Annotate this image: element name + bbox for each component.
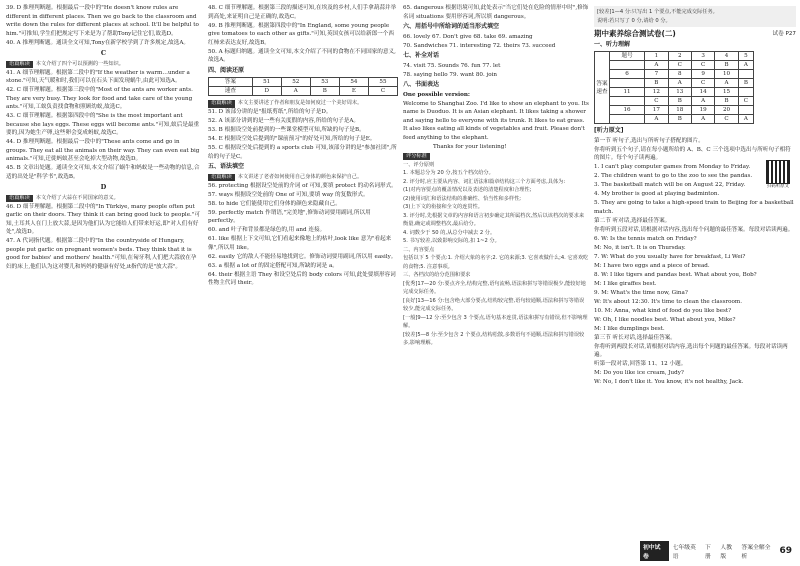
table-cell: A (668, 79, 691, 88)
answer-46: 46. D 细节理解题。根据第二段中的"In Türkiye, many people often put garlic on their doors. They think it can bring good luck to people."可知,土耳其人在门上放大蒜,是因为他们认为它能给人们带来好运,即"对人们有好处",故选D。 (6, 203, 200, 235)
possible-version-label: One possible version: (403, 91, 470, 98)
answer-54: 54. E 根据设空处后提到的"课前预习"的好处可知,所给的句子是E。 (208, 136, 376, 142)
table-cell: 15 (715, 88, 738, 97)
script-line: 第二节 听对话,选择最佳答案。 (594, 217, 671, 224)
table-cell: A (645, 61, 668, 70)
answer-51: 51. D 该部分讲的是"报纸剪纸",所给的句子是D。 (208, 109, 332, 115)
column-2 (208, 4, 398, 288)
answer-64: 64. their 根据主语 They 和设空处后的 body colors 可知,此处要填形容词性物主代词 their。 (208, 271, 396, 286)
table-row (595, 70, 754, 79)
table-cell: C (715, 115, 738, 124)
answer-52: 52. A 该部分讲到的是一些有关度假的内容,所给的句子是A。 (208, 118, 359, 124)
script-line: 听第一段对话,回答第 11、12 小题。 (594, 361, 687, 367)
grading-rule: 4. 词数少于 50 的,从总分中减去 2 分。 (403, 229, 496, 236)
reading-tag: 语篇解读 (6, 61, 33, 69)
table-cell: 11 (610, 88, 645, 97)
script-line: 你将听到五个句子,请在每小题所给的 A、B、C 三个选项中选出与所听句子相符的图片。每个句子读两遍。 (594, 146, 791, 161)
table-cell: C (368, 87, 397, 96)
section-4-summary: 语篇解读 本文主要讲述了作者和朋友是如何度过一个美好周末。 (208, 99, 398, 108)
script-line: W: No, I don't like it. You know, it's not healthy, Jack. (594, 379, 744, 385)
answer-50: 50. A 标题归纳题。通读全文可知,本文介绍了不同的食物在不同国家的意义,故选A。 (208, 48, 396, 63)
grading-rule: [良好]13—16 分:包含绝大部分要点,结构较完整,语句较通顺,语法和拼写等错误较少,能完成交际任务。 (403, 297, 585, 312)
script-line: M: I like dumplings best. (594, 325, 665, 332)
script-line: M: I have two eggs and a piece of bread. (594, 262, 710, 269)
answer-49: 49. B 推理判断题。根据第四段中的"In England, some young people give tomatoes to each other as gifts."可知,英国女孩可以给新郎一个西红柿来表达友好,故选B。 (208, 22, 394, 46)
script-line: 你将听到两段长对话,请根据对话内容,选出每个问题的最佳答案。每段对话读两遍。 (594, 343, 788, 358)
script-line: W: Oh, I like noodles best. What about you, Mike? (594, 316, 736, 323)
listening-script-title: [听力原文] (594, 127, 624, 134)
table-cell: C (645, 97, 668, 106)
grading-label (403, 152, 589, 161)
script-line: 9. M: What's the time now, Gina? (594, 289, 688, 296)
answer-59: 59. perfectly match 作谓语,"完美地",修饰动词要用副词,所以用 perfectly。 (208, 209, 371, 224)
grading-note-box (594, 6, 796, 27)
answers-74-77: 74. visit 75. Sounds 76. fun 77. let (403, 62, 501, 69)
answer-55: 55. C 根据设空处后提到的 a sports club 可知,该部分讲的是"参加社团",所给的句子是C。 (208, 145, 397, 160)
table-cell: 7 (645, 70, 668, 79)
paper-reference: 试卷 P27 (772, 31, 796, 37)
grading-rule: 2. 评分时,应主要从内容、词汇语法和篇章结构这三个方面考虑,具体为: (403, 178, 566, 185)
footer-edition: 人教版 (720, 545, 733, 560)
script-line: M: I like giraffes best. (594, 280, 657, 287)
script-line: 10. M: Anna, what kind of food do you like best? (594, 307, 732, 314)
table-cell: 5 (738, 52, 753, 61)
table-cell: 2 (668, 52, 691, 61)
table-side-label: 答案速查 (595, 52, 610, 124)
table-cell: 55 (368, 78, 397, 87)
footer-brand: 初中试卷 (640, 541, 669, 561)
table-row (595, 97, 754, 106)
footer-answers: 答案全解全析 (741, 545, 771, 560)
table-row (595, 52, 754, 61)
table-cell: 速查 (209, 87, 253, 96)
table-row (209, 78, 398, 87)
passage-d-summary: 语篇解读 本文介绍了大蒜在不同国家的意义。 (6, 194, 201, 203)
answer-42: 42. C 细节理解题。根据第三段中的"Most of the ants are worker ants. They are very busy. They look for food and take care of the young ants."可知,工蚁负责找食物和照顾幼蚁,故选C。 (6, 87, 193, 110)
table-cell: C (691, 79, 714, 88)
table-cell: B (310, 87, 339, 96)
script-line: 8. W: I like tigers and pandas best. What about you, Bob? (594, 271, 757, 278)
table-cell: 答案 (209, 78, 253, 87)
script-line: 6. W: Is the tennis match on Friday? (594, 235, 697, 242)
grading-note: [较差]1—4 分:只写出 1 个要点,不能完成交际任务。 (597, 9, 718, 15)
essay-body: Welcome to Shanghai Zoo. I'd like to show an elephant to you. Its name is Duoduo. It is an Asian elephant. It likes taking a shower and saying hello to everyone with its trunk. It likes to eat grass. It also likes eating all kinds of vegetables and fruit. Please don't feed anything to the elephant. (403, 100, 589, 141)
table-cell (738, 88, 753, 97)
table-cell: D (252, 87, 281, 96)
table-cell (610, 79, 645, 88)
grading-rule: (3)上下文的衔接和全文的连贯性。 (403, 204, 483, 210)
script-line: 1. I can't play computer games from Monday to Friday. (594, 164, 751, 170)
grading-rule: 二、内容要点 (403, 246, 435, 253)
table-cell: 51 (252, 78, 281, 87)
answer-57: 57. ways 根据设空处前的 One of 可知,要填 way 的复数形式。 (208, 191, 369, 198)
answer-56: 56. protecting 根据设空处前的介词 of 可知,要填 protect 的动名词形式。 (208, 182, 397, 189)
table-cell: 13 (668, 88, 691, 97)
answers-70-73: 70. Sandwiches 71. interesting 72. theirs 73. succeed (403, 42, 556, 49)
answer-41: 41. A 细节理解题。根据第二段中的"If the weather is warm…under a stone."可知,天气暖和时,我们可以在石头下面发现蜗牛,由此可知选A。 (6, 69, 190, 84)
table-cell: C (738, 97, 753, 106)
grading-rule: (1)对内容要点的覆盖情况以及表述的清楚程度和合理性; (403, 187, 532, 193)
script-line: 5. They are going to take a high-speed train to Beijing for a basketball match. (594, 200, 794, 215)
grading-rule: [较差]5—8 分:至少包含 2 个要点,结构松散,多数语句不通顺,语法和拼写错误较多,影响理解。 (403, 331, 585, 346)
qr-caption: 扫码听原文 (767, 184, 789, 189)
answers-78-80: 78. saying hello 79. want 80. join (403, 71, 498, 78)
table-cell: A (645, 115, 668, 124)
qr-code (766, 160, 790, 184)
script-line: 2. The children want to go to the zoo to see the pandas. (594, 173, 753, 179)
answer-39: 39. D 推理判断题。根据最后一段中的"He doesn't know rules are different in different places. Then we go back to the classroom and write down the rules for different places at school. It'll be helpful to him."可推知,学生们把规定写下来是为了帮助Tony记住它们,故选D。 (6, 5, 199, 37)
listening-answer-table (594, 51, 754, 124)
page-footer (640, 545, 796, 560)
grading-rule: 1. 本题总分为 20 分,按五个档次给分。 (403, 170, 494, 176)
section-8-title: 八、书面表达 (403, 81, 440, 88)
script-line: 你将听到五段对话,请根据对话内容,选出每个问题的最佳答案。每段对话读两遍。 (594, 226, 794, 233)
grading-rule: 5. 书写较差,以致影响交际的,扣 1~2 分。 (403, 238, 500, 244)
grading-rule: [优秀]17—20 分:要点齐全,结构完整,语句流畅,语法和拼写等错误极少,能较好地完成交际任务。 (403, 280, 586, 295)
reading-tag: 语篇解读 (208, 100, 235, 108)
table-row (595, 61, 754, 70)
table-row (595, 79, 754, 88)
section-6-title: 六、用括号中所给词的适当形式填空 (403, 23, 500, 30)
table-cell: 19 (691, 106, 714, 115)
table-cell: 18 (668, 106, 691, 115)
table-cell: 4 (715, 52, 738, 61)
table-row (595, 106, 754, 115)
script-line: M: No, it isn't. It is on Thursday. (594, 244, 686, 251)
table-row (595, 115, 754, 124)
script-line: 第三节 听长对话,选择最佳答案。 (594, 334, 676, 341)
table-cell: 3 (691, 52, 714, 61)
table-cell: 8 (668, 70, 691, 79)
script-line: W: It's about 12:30. It's time to clean the classroom. (594, 298, 743, 305)
script-line: M: Do you like ice cream, Judy? (594, 370, 684, 376)
table-cell: 1 (645, 52, 668, 61)
table-cell: 16 (610, 106, 645, 115)
answer-48: 48. C 细节理解题。根据第三段的描述可知,在埃及的乡村,人们手拿葫蒜并举到高处,来证明自己是正确的,故选C。 (208, 5, 397, 20)
table-cell: 9 (691, 70, 714, 79)
answer-63: 63. a 根据 a lot of 的固定搭配可知,所缺的词是 a。 (208, 262, 338, 269)
essay-closing: Thanks for your listening! (433, 143, 507, 150)
table-cell (610, 61, 645, 70)
grading-note-2: 说明:若只写了 0 分,请给 0 分。 (597, 17, 671, 24)
table-cell: B (738, 79, 753, 88)
table-cell: E (339, 87, 368, 96)
table-cell: 题号 (610, 52, 645, 61)
answer-60: 60. and 叶子和背景都是绿色的,用 and 连接。 (208, 227, 326, 233)
section-4-title: 四、阅读还原 (208, 66, 245, 74)
table-cell (610, 97, 645, 106)
table-cell: C (668, 61, 691, 70)
section-7-title: 七、补全对话 (403, 52, 440, 59)
table-cell: 6 (610, 70, 645, 79)
grading-tag: 评分标准 (403, 153, 430, 161)
grading-rule: 包括以下 5 个要点:1. 介绍大象的名字;2. 它的来源;3. 它喜欢做什么;4. 它喜欢吃的食物;5. 注意事项。 (403, 255, 589, 270)
answer-44: 44. D 推理判断题。根据最后一段中的"These ants come and go in groups. They eat all the animals on their way. They can even eat big animals."可知,迁徙蚂蚁甚至会吃掉大型动物,故选D。 (6, 139, 200, 162)
grading-rule: (2)使用词汇和语法结构的准确性、恰当性和多样性; (403, 195, 522, 202)
table-cell: C (691, 61, 714, 70)
passage-c-heading: C (100, 49, 107, 57)
table-cell: 10 (715, 70, 738, 79)
answer-47: 47. A 代词指代题。根据第二段中的"In the countryside of Hungary, people put garlic on pregnant women's beds. They think that it is good for babies' and mothers' health."可知,在匈牙利,人们把大蒜放在孕妇的床上,他们认为这对婴儿和妈妈的健康有好处,it指代的是"放大蒜"。 (6, 238, 197, 270)
table-cell: 52 (281, 78, 310, 87)
answer-61: 61. like 根据上下文可知,它们看起来像地上的枯叶,look like 意为"看起来像",所以用 like。 (208, 236, 392, 251)
table-row (595, 88, 754, 97)
grading-rules (403, 161, 589, 348)
table-cell: B (715, 61, 738, 70)
script-line: 3. The basketball match will be on August 22, Friday. (594, 182, 746, 188)
table-cell: 12 (645, 88, 668, 97)
answer-58: 58. to hide 它们能使用它们身体的颜色来隐藏自己。 (208, 200, 341, 207)
table-cell: B (668, 115, 691, 124)
table-cell: B (715, 97, 738, 106)
table-row (209, 87, 398, 96)
grading-rule: 三、各档次的给分范围和要求 (403, 272, 471, 278)
section-5-summary: 语篇解读 本文讲述了老者如何使用自己身体的颜色来保护自己。 (208, 173, 398, 182)
script-line: 第一节 听句子,选出与所听句子搭配的图片。 (594, 137, 704, 144)
table-cell (738, 106, 753, 115)
answer-53: 53. B 根据设空处前提到的一些课堂模型可知,所缺的句子是B。 (208, 127, 365, 133)
script-line: 7. W: What do you usually have for breakfast, Li Wei? (594, 253, 746, 260)
answer-43: 43. C 细节理解题。根据第四段中的"She is the most important ant because she lays eggs. These eggs will become ants."可知,蚁后是最重要的,因为她生产卵,这些卵会变成蚂蚁,故选C。 (6, 113, 200, 136)
section-5-title: 五、语法填空 (208, 163, 245, 170)
grading-rule: 3. 评分时,先根据文章的内容和语言初步确定其所属档次,然后以该档次的要求来衡量,确定或调整档次,最后给分。 (403, 212, 585, 227)
page-number: 69 (779, 546, 792, 556)
table-cell: A (738, 115, 753, 124)
column-3 (403, 4, 589, 348)
footer-grade: 七年级英语 (672, 545, 696, 560)
reading-tag: 语篇解读 (6, 195, 33, 203)
column-1 (6, 4, 201, 272)
column-4 (594, 4, 796, 387)
table-cell: B (668, 97, 691, 106)
table-cell (610, 115, 645, 124)
answer-65: 65. dangerous 根据语境可知,此处表示"当它们处在危险的情形中时",修饰名词 situations 要用形容词,所以填 dangerous。 (403, 5, 589, 20)
table-cell: 14 (691, 88, 714, 97)
table-cell: A (715, 79, 738, 88)
passage-d-heading: D (100, 183, 107, 191)
table-cell: A (691, 97, 714, 106)
listening-section-title: 一、听力理解 (594, 40, 631, 48)
table-cell: 54 (339, 78, 368, 87)
passage-c-summary: 语篇解读 本文介绍了四个可以预测的一些知识。 (6, 60, 201, 69)
answer-45: 45. B 文章出处题。通读全文可知,本文介绍了蜗牛和蚂蚁是一些动物的信息,合适的出处是"科学书",故选B。 (6, 165, 200, 180)
grading-rule: [一般]9—12 分:至少包含 3 个要点,语句基本连贯,语法和拼写有错误,但不影响理解。 (403, 314, 588, 329)
reading-tag: 语篇解读 (208, 174, 235, 182)
table-cell: 20 (715, 106, 738, 115)
table-cell: 17 (645, 106, 668, 115)
grading-rule: 一、评分原则 (403, 161, 435, 168)
table-cell: A (691, 115, 714, 124)
answers-66-69: 66. lovely 67. Don't give 68. take 69. amazing (403, 33, 533, 40)
answer-40: 40. A 推理判断题。通读全文可知,Tony在新学校学到了许多规定,故选A。 (6, 39, 189, 46)
answer-table-51-55 (208, 77, 398, 96)
test-title: 期中素养综合测试卷(二) 试卷 P27 (594, 29, 796, 38)
table-cell: A (738, 61, 753, 70)
answer-62: 62. easily 它的敌人不能轻易地找到它。修饰动词要用副词,所以用 easily。 (208, 253, 397, 260)
table-cell: 53 (310, 78, 339, 87)
table-cell: B (645, 79, 668, 88)
footer-term: 下册 (705, 545, 711, 560)
script-line: 4. My brother is good at playing badminton. (594, 191, 720, 197)
table-cell (738, 70, 753, 79)
table-cell: A (281, 87, 310, 96)
